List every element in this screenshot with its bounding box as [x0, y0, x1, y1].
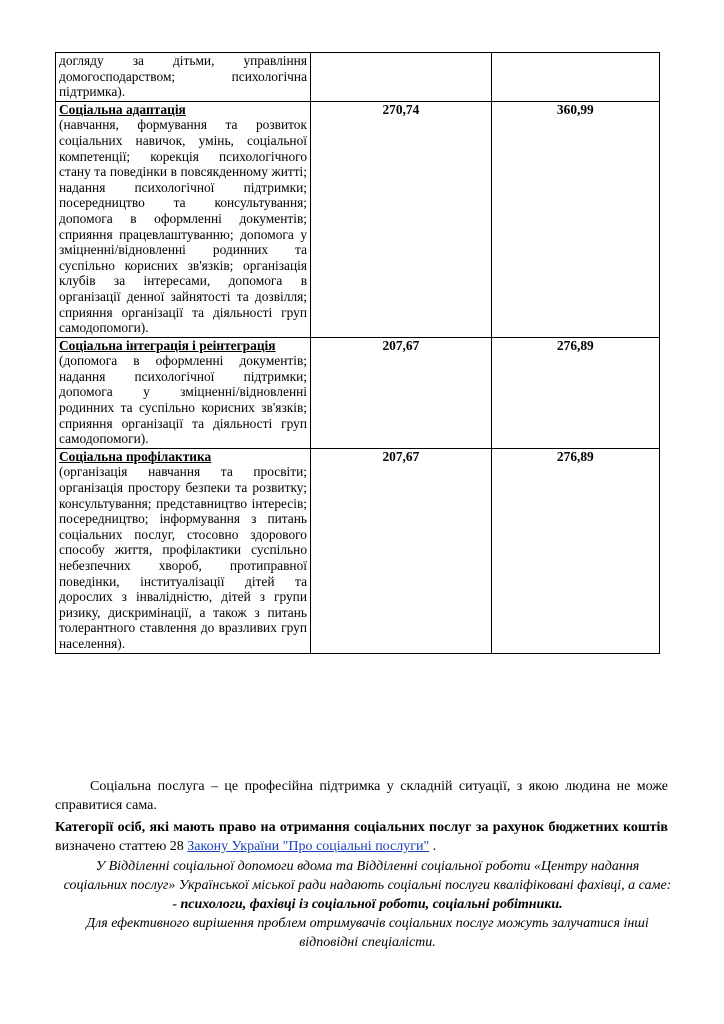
social-service-definition: Соціальна послуга – це професійна підтримка у складній ситуації, з якою людина не може справитися сама. — [55, 779, 668, 813]
service-description: (допомога в оформленні документів; надання психологічної підтримки; допомога у зміцненні/відновленні родинних та суспільно корисних зв'язків; сприяння організації та діяльності груп самодопомоги). — [59, 353, 308, 447]
service-name: Соціальна адаптація — [59, 101, 186, 117]
price-cell — [311, 337, 492, 448]
price-cell — [491, 337, 659, 448]
service-description: (організація навчання та просвіти; організація простору безпеки та розвитку; консультування; представництво інтересів; посередництво; інформування з питань соціальних послуг, стосовно здорового способу життя, профілактики суспільно небезпечних хвороб, протиправної поведінки, інституалізації дітей та дорослих з інвалідністю, дітей з групи ризику, дискримінації, а також з питань толерантного ставлення до вразливих груп населення). — [59, 464, 308, 651]
price-value: 207,67 — [382, 448, 420, 464]
eligibility-paragraph — [55, 818, 668, 856]
services-price-table — [55, 52, 660, 654]
eligibility-text: визначено статтею 28 — [55, 839, 188, 854]
service-cell — [56, 101, 311, 337]
service-name: Соціальна інтеграція і реінтеграція — [59, 337, 276, 353]
price-value: 207,67 — [382, 337, 420, 353]
eligibility-heading: Категорії осіб, які мають право на отримання соціальних послуг за рахунок бюджетних коштів — [55, 820, 668, 835]
staff-line: У Відділенні соціальної допомоги вдома та Відділенні соціальної роботи «Центру надання — [95, 859, 640, 874]
table-row — [56, 448, 660, 653]
price-value: 360,99 — [556, 101, 594, 117]
price-cell — [491, 53, 659, 102]
table-row — [56, 101, 660, 337]
service-description: догляду за дітьми, управління домогосподарством; психологічна підтримка). — [59, 53, 308, 100]
price-value: 270,74 — [382, 101, 420, 117]
service-description: (навчання, формування та розвиток соціальних навичок, умінь, соціальної компетенції; корекція психологічного стану та поведінки в повсякденному житті; надання психологічної підтримки; посередництво та консультування; допомога в оформленні документів; сприяння працевлаштуванню; допомога у зміцненні/відновленні родинних та суспільно корисних зв'язків; організація клубів за інтересами, допомога в організації денної зайнятості та дозвілля; сприяння організації та діяльності груп самодопомоги). — [59, 117, 308, 336]
price-cell — [491, 448, 659, 653]
price-cell — [311, 53, 492, 102]
staff-line: соціальних послуг» Української міської ради надають соціальні послуги кваліфіковані фахівці, а саме: — [63, 878, 672, 893]
law-link[interactable]: Закону України "Про соціальні послуги" — [187, 839, 430, 854]
staff-line: Для ефективного вирішення проблем отримувачів соціальних послуг можуть залучатися інші — [86, 916, 649, 931]
staff-specialists: - психологи, фахівці із соціальної роботи, соціальні робітники. — [172, 897, 563, 912]
price-cell — [311, 101, 492, 337]
price-value: 276,89 — [556, 337, 594, 353]
price-value: 276,89 — [556, 448, 594, 464]
staff-line: відповідні спеціалісти. — [299, 935, 436, 950]
service-cell — [56, 53, 311, 102]
eligibility-end: . — [429, 839, 437, 854]
price-cell — [491, 101, 659, 337]
service-cell — [56, 448, 311, 653]
service-cell — [56, 337, 311, 448]
staff-info — [55, 857, 680, 952]
price-cell — [311, 448, 492, 653]
table-row — [56, 337, 660, 448]
table-row — [56, 53, 660, 102]
service-name: Соціальна профілактика — [59, 448, 212, 464]
